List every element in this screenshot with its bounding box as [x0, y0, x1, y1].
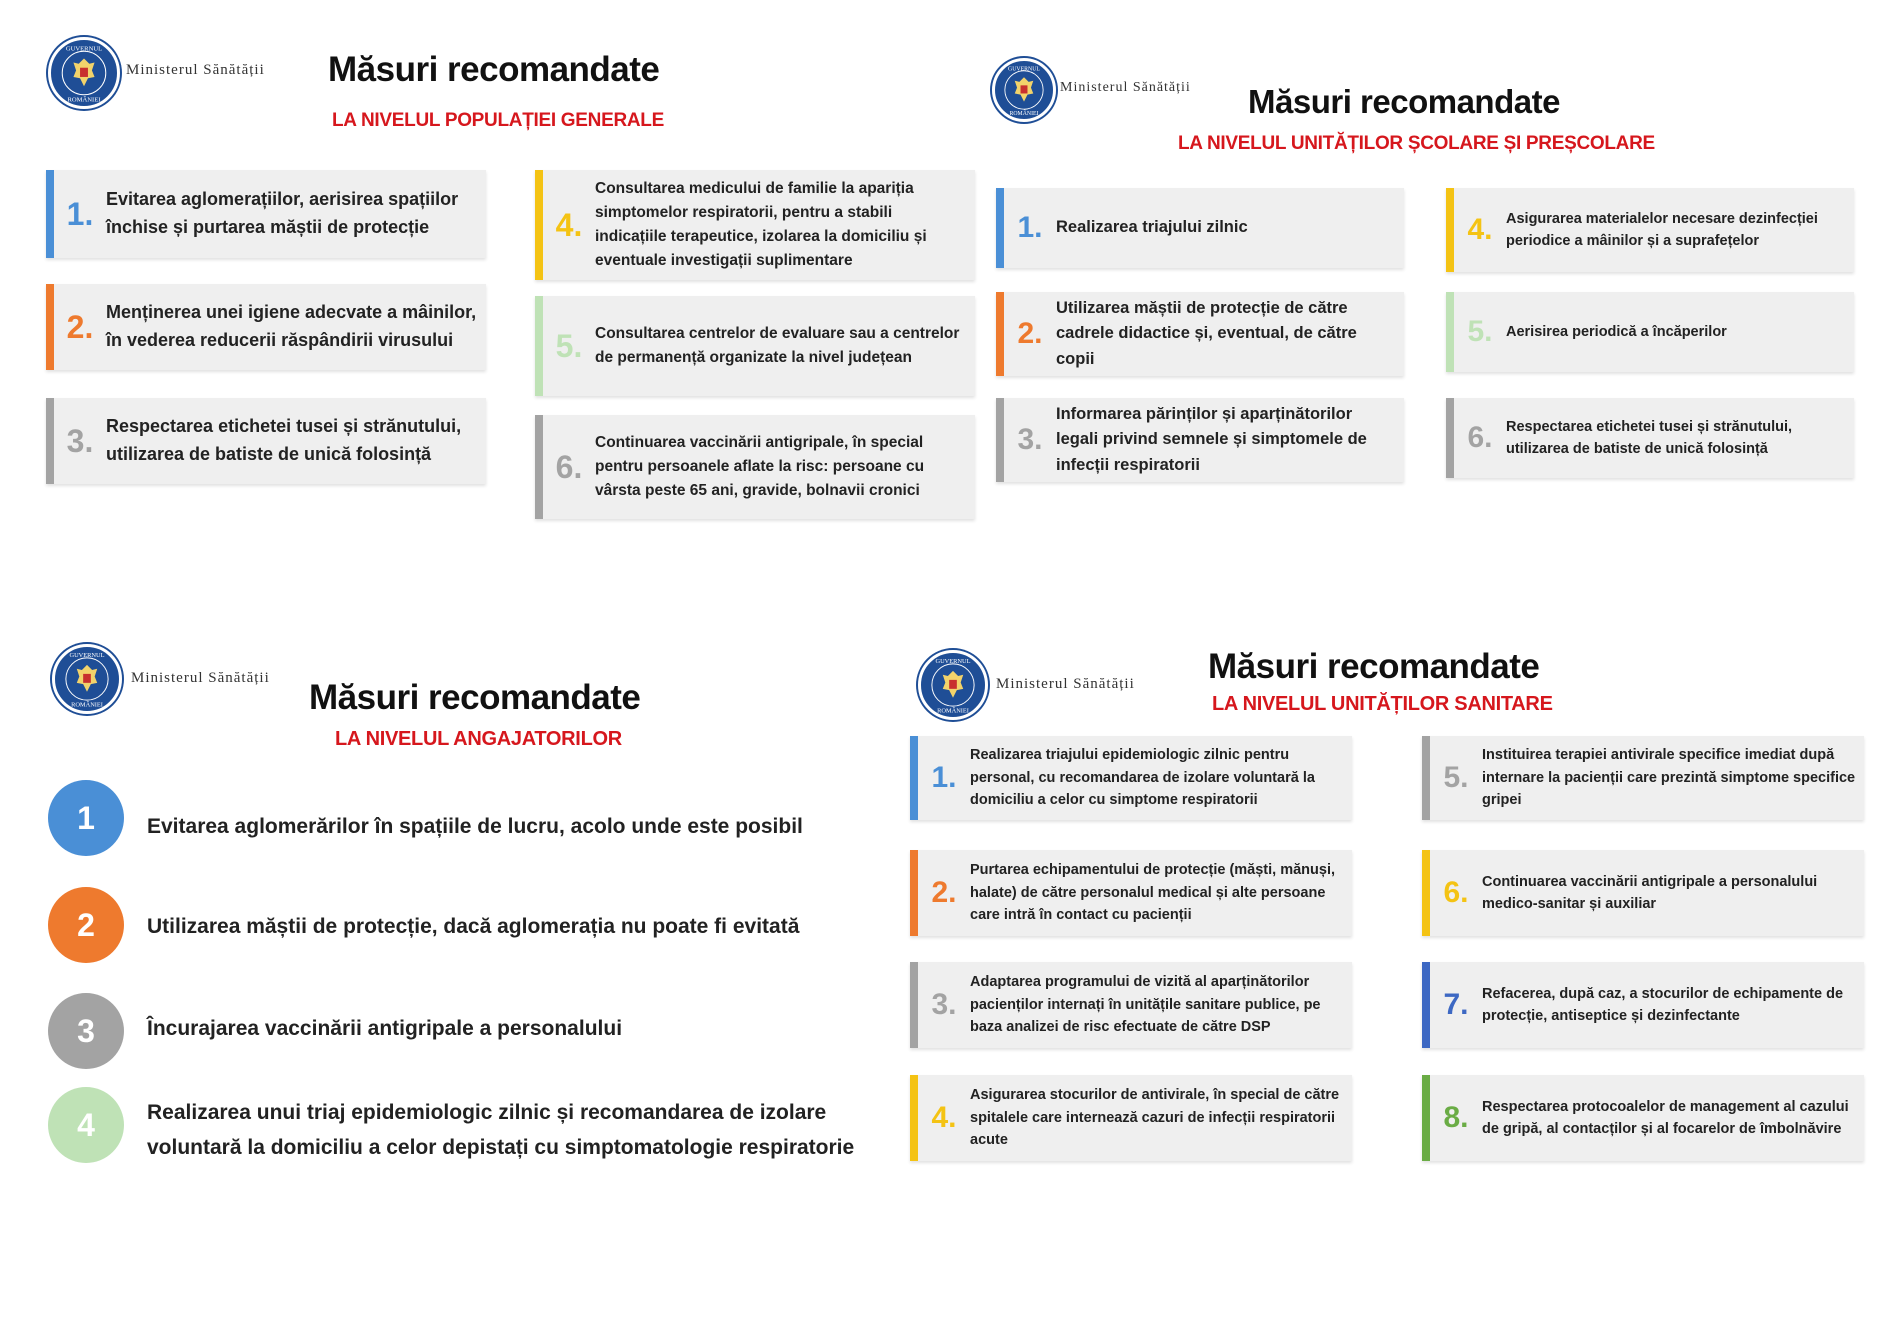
- measure-card: [1446, 398, 1854, 478]
- measure-card: [1422, 736, 1864, 820]
- measure-card: [46, 170, 486, 258]
- measure-text: Purtarea echipamentului de protecție (măști, mănuși, halate) de către personalul medical și alte persoane care intră în contact cu pacienții: [970, 862, 1336, 924]
- step-text: Încurajarea vaccinării antigripale a personalului: [147, 1017, 623, 1040]
- measure-card: [910, 962, 1352, 1048]
- measure-number: 4.: [1467, 213, 1493, 246]
- svg-text:GUVERNUL: GUVERNUL: [69, 652, 105, 660]
- measure-accent-bar: [1422, 962, 1430, 1048]
- measure-number: 2.: [931, 876, 957, 909]
- measure-number: 2.: [1017, 317, 1043, 350]
- measure-accent-bar: [910, 736, 918, 820]
- measure-card: [1446, 292, 1854, 372]
- measure-accent-bar: [46, 284, 54, 370]
- measure-card: [910, 850, 1352, 936]
- step-circle: 2: [48, 887, 124, 963]
- measure-accent-bar: [1422, 850, 1430, 936]
- panel-subtitle: LA NIVELUL POPULAȚIEI GENERALE: [332, 110, 664, 131]
- step-text: Evitarea aglomerărilor în spațiile de lucru, acolo unde este posibil: [147, 815, 803, 838]
- measure-number: 4.: [555, 206, 583, 243]
- ministry-name: Ministerul Sănătății: [131, 670, 270, 686]
- measure-text: Realizarea triajului zilnic: [1056, 218, 1248, 237]
- svg-text:ROMÂNIEI: ROMÂNIEI: [67, 96, 101, 104]
- measure-text: Consultarea medicului de familie la apariția simptomelor respiratorii, pentru a stabili indicațiile terapeutice, izolarea la domiciliu și eventuale investigații suplimentare: [595, 179, 927, 270]
- measure-text: Asigurarea stocurilor de antivirale, în special de către spitalele care internează cazuri de infecții respiratorii acute: [970, 1087, 1340, 1149]
- measure-text: Respectarea protocoalelor de management al cazului de gripă, al contacților și al focarelor de îmbolnăvire: [1482, 1098, 1849, 1137]
- svg-text:ROMÂNIEI: ROMÂNIEI: [71, 701, 103, 709]
- measure-accent-bar: [1422, 736, 1430, 820]
- measure-number: 3.: [66, 422, 94, 459]
- svg-text:GUVERNUL: GUVERNUL: [65, 45, 103, 53]
- measure-text: Respectarea etichetei tusei și strănutului, utilizarea de batiste de unică folosință: [106, 416, 462, 464]
- measure-accent-bar: [46, 170, 54, 258]
- measure-card: [1422, 1075, 1864, 1161]
- panel-title: Măsuri recomandate: [1208, 647, 1540, 686]
- measure-text: Adaptarea programului de vizită al aparținătorilor pacienților internați în unitățile sanitare publice, pe baza analizei de risc efectuate de către DSP: [970, 974, 1321, 1036]
- panel-subtitle: LA NIVELUL ANGAJATORILOR: [335, 728, 622, 750]
- measure-number: 4.: [931, 1101, 957, 1134]
- measure-accent-bar: [910, 1075, 918, 1161]
- measure-accent-bar: [910, 962, 918, 1048]
- step-circle: 1: [48, 780, 124, 856]
- measure-text: Informarea părinților și aparținătorilor legali privind semnele și simptomele de infecții respiratorii: [1056, 404, 1367, 474]
- measure-number: 6.: [1443, 876, 1469, 909]
- measure-text: Respectarea etichetei tusei și strănutului, utilizarea de batiste de unică folosință: [1506, 418, 1793, 457]
- government-seal-logo: [52, 644, 122, 714]
- ministry-name: Ministerul Sănătății: [1060, 80, 1191, 95]
- measure-accent-bar: [46, 398, 54, 484]
- step-circle: 3: [48, 993, 124, 1069]
- svg-text:GUVERNUL: GUVERNUL: [935, 658, 971, 666]
- measure-number: 3.: [931, 988, 957, 1021]
- measure-text: Aerisirea periodică a încăperilor: [1506, 323, 1727, 340]
- measure-text: Consultarea centrelor de evaluare sau a centrelor de permanență organizate la nivel județean: [595, 324, 960, 366]
- measure-accent-bar: [535, 415, 543, 519]
- svg-text:ROMÂNIEI: ROMÂNIEI: [1009, 110, 1039, 117]
- measure-number: 6.: [555, 448, 583, 485]
- measure-text: Instituirea terapiei antivirale specifice imediat după internare la pacienții care prezintă simptome specifice gripei: [1482, 747, 1856, 809]
- measure-accent-bar: [1446, 292, 1454, 372]
- measure-text: Utilizarea măștii de protecție de către cadrele didactice și, eventual, de către copii: [1056, 298, 1357, 368]
- ministry-name: Ministerul Sănătății: [126, 62, 265, 78]
- measure-number: 6.: [1467, 421, 1493, 454]
- measure-number: 5.: [1467, 315, 1493, 348]
- measure-number: 5.: [555, 327, 583, 364]
- measure-number: 1.: [931, 761, 957, 794]
- step-text: Utilizarea măștii de protecție, dacă aglomerația nu poate fi evitată: [147, 915, 800, 938]
- measure-accent-bar: [1446, 188, 1454, 272]
- measure-text: Evitarea aglomerațiilor, aerisirea spațiilor închise și purtarea măștii de protecție: [106, 189, 459, 237]
- measure-card: [535, 296, 975, 396]
- measure-card: [1422, 962, 1864, 1048]
- measure-text: Refacerea, după caz, a stocurilor de echipamente de protecție, antiseptice și dezinfectante: [1482, 985, 1844, 1024]
- measure-accent-bar: [535, 170, 543, 280]
- government-seal-logo: [992, 58, 1056, 122]
- step-text: Realizarea unui triaj epidemiologic zilnic și recomandarea de izolare voluntară la domiciliu a celor depistați cu simptomatologie respiratorie: [147, 1101, 855, 1159]
- measure-text: Asigurarea materialelor necesare dezinfecției periodice a mâinilor și a suprafețelor: [1506, 210, 1818, 249]
- panel-title: Măsuri recomandate: [1248, 83, 1560, 120]
- measure-accent-bar: [996, 292, 1004, 376]
- measure-card: [535, 170, 975, 280]
- measure-card: [46, 284, 486, 370]
- measure-card: [1446, 188, 1854, 272]
- measure-text: Continuarea vaccinării antigripale a personalului medico-sanitar și auxiliar: [1482, 873, 1818, 912]
- measure-card: [996, 292, 1404, 376]
- step-circle: 4: [48, 1087, 124, 1163]
- measure-accent-bar: [1446, 398, 1454, 478]
- measure-accent-bar: [996, 188, 1004, 268]
- government-seal-logo: [48, 37, 120, 109]
- measure-number: 1.: [1017, 211, 1043, 244]
- measure-card: [1422, 850, 1864, 936]
- measure-text: Continuarea vaccinării antigripale, în special pentru persoanele aflate la risc: persoane cu vârsta peste 65 ani, gravide, bolnavii cronici: [595, 433, 925, 499]
- measure-number: 7.: [1443, 988, 1469, 1021]
- panel-subtitle: LA NIVELUL UNITĂȚILOR SANITARE: [1212, 693, 1553, 715]
- measure-text: Menținerea unei igiene adecvate a mâinilor, în vederea reducerii răspândirii virusului: [106, 302, 477, 350]
- ministry-name: Ministerul Sănătății: [996, 676, 1135, 692]
- panel-subtitle: LA NIVELUL UNITĂȚILOR ȘCOLARE ȘI PREȘCOLARE: [1178, 133, 1655, 154]
- measure-text: Realizarea triajului epidemiologic zilnic pentru personal, cu recomandarea de izolare voluntară la domiciliu a celor cu simptome respiratorii: [970, 747, 1315, 809]
- measure-card: [46, 398, 486, 484]
- svg-text:GUVERNUL: GUVERNUL: [1008, 66, 1040, 73]
- measure-card: [996, 188, 1404, 268]
- measure-card: [996, 398, 1404, 482]
- measure-number: 3.: [1017, 423, 1043, 456]
- measure-accent-bar: [910, 850, 918, 936]
- measure-card: [535, 415, 975, 519]
- svg-text:ROMÂNIEI: ROMÂNIEI: [937, 707, 969, 715]
- measure-number: 8.: [1443, 1101, 1469, 1134]
- measure-number: 5.: [1443, 761, 1469, 794]
- measure-accent-bar: [535, 296, 543, 396]
- panel-title: Măsuri recomandate: [309, 678, 641, 717]
- measure-card: [910, 736, 1352, 820]
- panel-title: Măsuri recomandate: [328, 50, 660, 89]
- measure-number: 2.: [66, 308, 94, 345]
- measure-number: 1.: [66, 195, 94, 232]
- measure-accent-bar: [1422, 1075, 1430, 1161]
- measure-accent-bar: [996, 398, 1004, 482]
- measure-card: [910, 1075, 1352, 1161]
- government-seal-logo: [918, 650, 988, 720]
